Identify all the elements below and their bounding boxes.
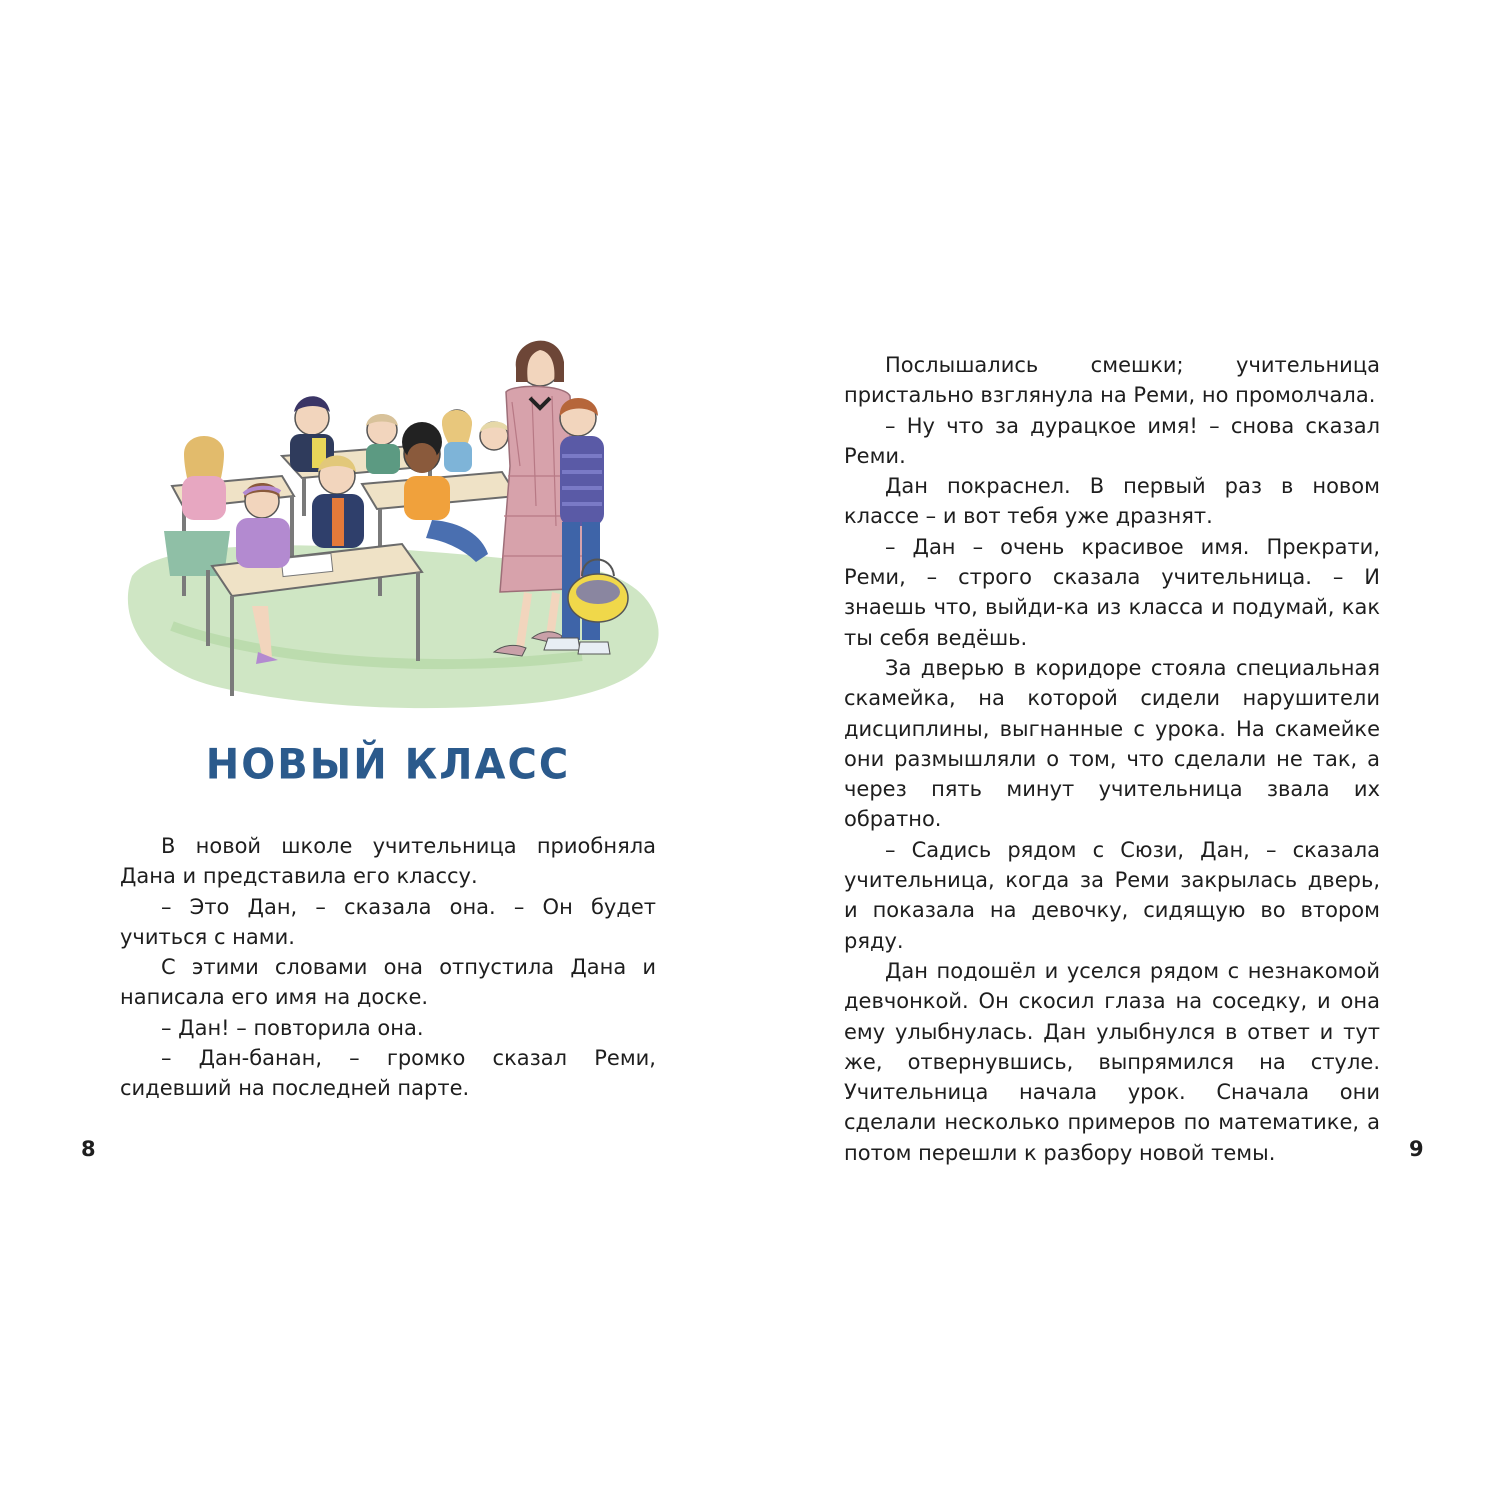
classroom-illustration — [112, 326, 664, 716]
paragraph: С этими словами она отпустила Дана и написала его имя на доске. — [120, 955, 656, 1010]
paragraph: – Это Дан, – сказала она. – Он будет учиться с нами. — [120, 894, 656, 949]
paragraph: За дверью в коридоре стояла специальная скамейка, на которой сидели нарушители дисциплины, выгнанные с урока. На скамейке они размышляли о том, что сделали не так, а через пять минут учительница звала их обратно. — [844, 655, 1380, 832]
right-page-text — [844, 350, 1380, 1168]
paragraph: В новой школе учительница приобняла Дана и представила его классу. — [120, 834, 656, 889]
paragraph: – Дан! – повторила она. — [161, 1015, 424, 1040]
page-number-left: 8 — [81, 1137, 96, 1161]
paragraph: Послышались смешки; учительница пристально взглянула на Реми, но промолчала. — [844, 353, 1380, 408]
paragraph: – Дан – очень красивое имя. Прекрати, Реми, – строго сказала учительница. – И знаешь что, выйди-ка из класса и подумай, как ты себя ведёшь. — [844, 534, 1380, 650]
paragraph: – Дан-банан, – громко сказал Реми, сидевший на последней парте. — [120, 1046, 656, 1101]
paragraph: Дан подошёл и уселся рядом с незнакомой девчонкой. Он скосил глаза на соседку, и она ему улыбнулась. Дан улыбнулся в ответ и тут же, отвернувшись, выпрямился на стуле. Учительница начала урок. Сначала они сделали несколько примеров по математике, а потом перешли к разбору новой темы. — [844, 958, 1380, 1165]
chapter-title: НОВЫЙ КЛАСС — [205, 740, 571, 790]
left-page-text — [120, 831, 656, 1104]
paragraph: – Садись рядом с Сюзи, Дан, – сказала учительница, когда за Реми закрылась дверь, и показала на девочку, сидящую во втором ряду. — [844, 837, 1380, 953]
paragraph: – Ну что за дурацкое имя! – снова сказал Реми. — [844, 413, 1380, 468]
paragraph: Дан покраснел. В первый раз в новом классе – и вот тебя уже дразнят. — [844, 474, 1380, 529]
page-number-right: 9 — [1409, 1137, 1424, 1161]
